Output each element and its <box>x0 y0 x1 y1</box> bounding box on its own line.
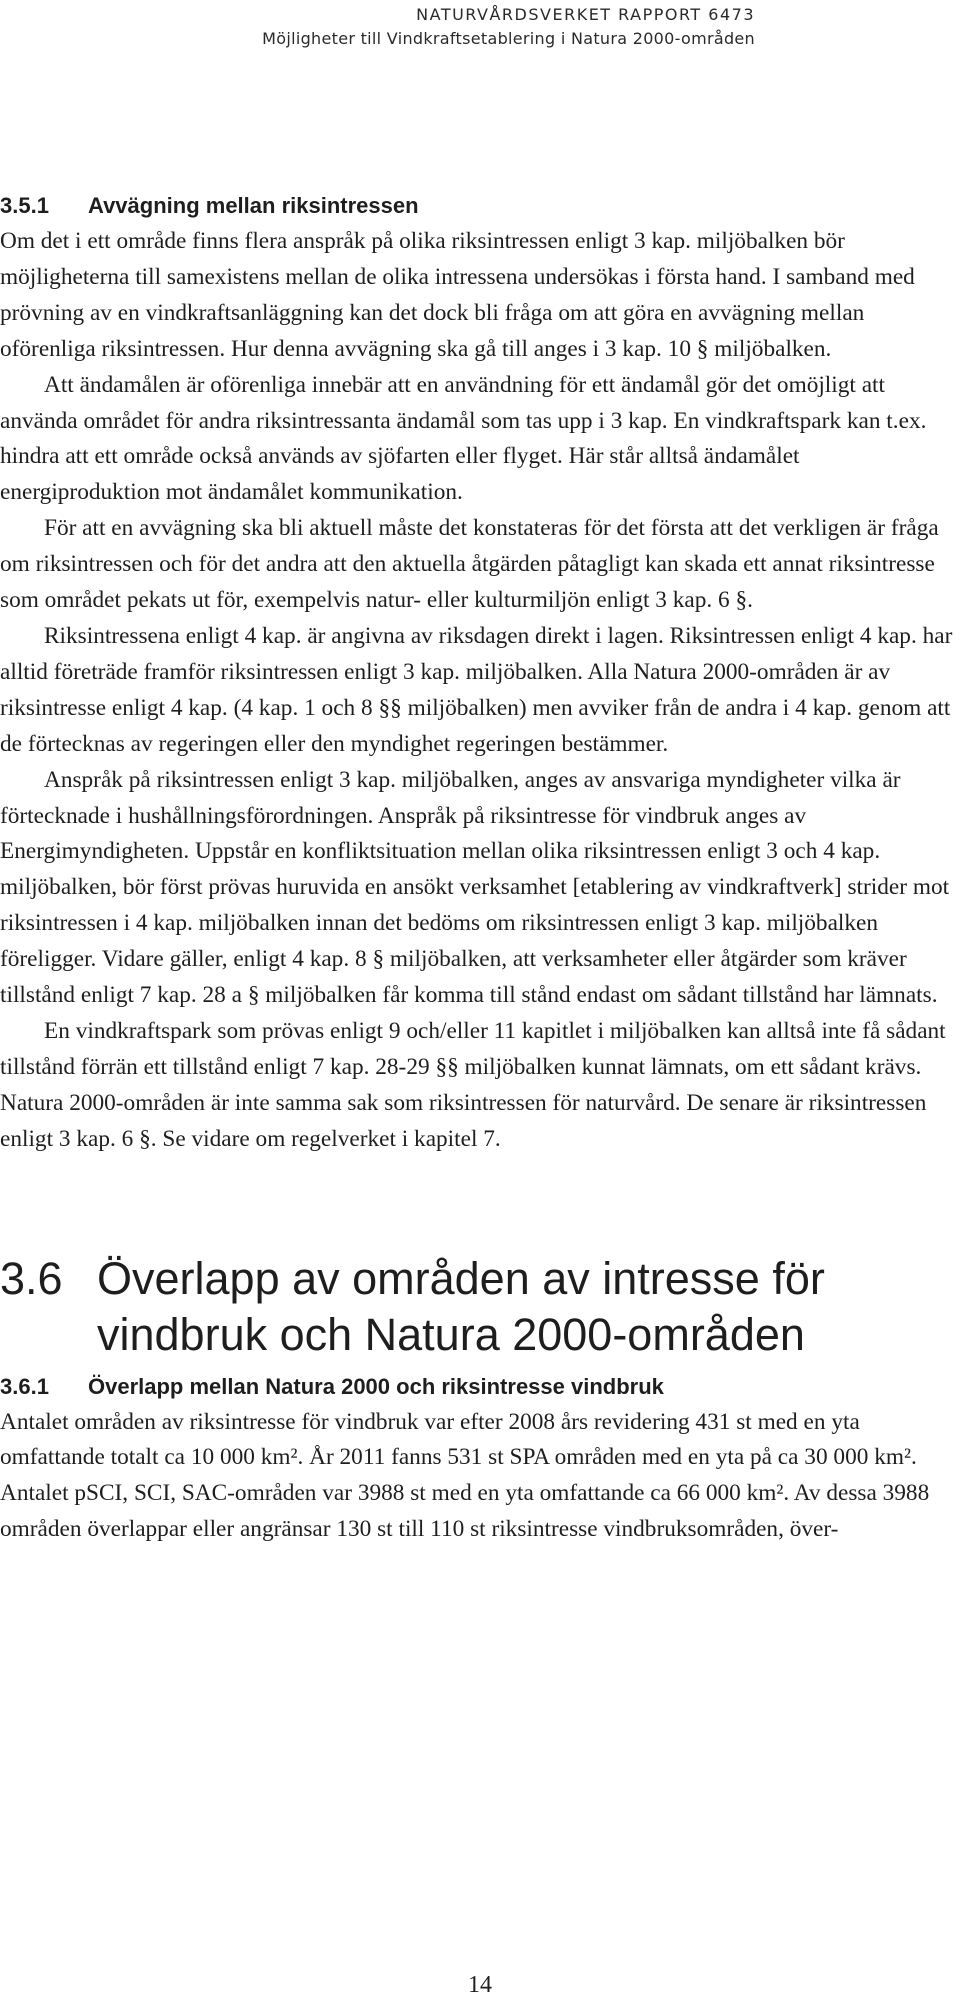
section-number: 3.6.1 <box>0 1373 49 1399</box>
section-number: 3.5.1 <box>0 193 49 218</box>
section-title-line-1: Överlapp av områden av intresse för <box>97 1252 825 1304</box>
section-title-line-2: vindbruk och Natura 2000-områden <box>97 1308 805 1360</box>
running-header <box>262 3 755 51</box>
paragraph: Anspråk på riksintressen enligt 3 kap. miljöbalken, anges av ansvariga myndigheter vilka är förtecknade i hushållningsförordningen. Anspråk på riksintresse för vindbruk anges av Energimyndigheten. Uppstår en konfliktsituation mellan olika riksintressen enligt 3 och 4 kap. miljöbalken, bör först prövas huruvida en ansökt verksamhet [etablering av vindkraftverk] strider mot riksintressen i 4 kap. miljöbalken innan det bedöms om riksintressen enligt 3 kap. miljöbalken föreligger. Vidare gäller, enligt 4 kap. 8 § miljöbalken, att verksamheter eller åtgärder som kräver tillstånd enligt 7 kap. 28 a § miljöbalken får komma till stånd endast om sådant tillstånd har lämnats. <box>0 766 950 1009</box>
paragraph: Att ändamålen är oförenliga innebär att en användning för ett ändamål gör det omöjligt att använda området för andra riksintressanta ändamål som tas upp i 3 kap. En vindkraftspark kan t.ex. hindra att ett område också används av sjöfarten eller flyget. Här står alltså ändamålet energiproduktion mot ändamålet kommunikation. <box>0 371 927 506</box>
section-heading-3-6 <box>0 1251 958 1363</box>
section-title: Avvägning mellan riksintressen <box>88 193 419 218</box>
section-number: 3.6 <box>0 1252 63 1304</box>
paragraph: För att en avvägning ska bli aktuell måste det konstateras för det första att det verkligen är fråga om riksintressen och för det andra att den aktuella åtgärden påtagligt kan skada ett annat riksintresse som området pekats ut för, exempelvis natur- eller kulturmiljön enligt 3 kap. 6 §. <box>0 515 939 614</box>
paragraph: Om det i ett område finns flera anspråk på olika riksintressen enligt 3 kap. miljöbalken bör möjligheterna till samexistens mellan de olika intressena undersökas i första hand. I samband med prövning av en vindkraftsanläggning kan det dock bli fråga om att göra en avvägning mellan oförenliga riksintressen. Hur denna avvägning ska gå till anges i 3 kap. 10 § miljöbalken. <box>0 228 915 362</box>
section-title: Överlapp mellan Natura 2000 och riksintresse vindbruk <box>88 1373 664 1399</box>
page-body <box>0 188 958 1548</box>
paragraph: Antalet områden av riksintresse för vindbruk var efter 2008 års revidering 431 st med en yta omfattande totalt ca 10 000 km². År 2011 fanns 531 st SPA områden med en yta på ca 30 000 km². Antalet pSCI, SCI, SAC-områden var 3988 st med en yta omfattande ca 66 000 km². Av dessa 3988 områden överlappar eller angränsar 130 st till 110 st riksintresse vindbruksområden, över- <box>0 1408 930 1543</box>
report-subtitle: Möjligheter till Vindkraftsetablering i Natura 2000-områden <box>262 29 755 48</box>
section-heading-3-6-1 <box>0 1369 958 1405</box>
section-heading-3-5-1 <box>0 188 958 224</box>
page-number: 14 <box>468 1972 492 1998</box>
paragraph: En vindkraftspark som prövas enligt 9 och/eller 11 kapitlet i miljöbalken kan alltså inte få sådant tillstånd förrän ett tillstånd enligt 7 kap. 28-29 §§ miljöbalken kunnat lämnats, om ett sådant krävs. Natura 2000-områden är inte samma sak som riksintressen för naturvård. De senare är riksintressen enligt 3 kap. 6 §. Se vidare om regelverket i kapitel 7. <box>0 1017 946 1152</box>
section-title <box>97 1251 825 1363</box>
report-name: NATURVÅRDSVERKET RAPPORT 6473 <box>416 5 755 24</box>
paragraph: Riksintressena enligt 4 kap. är angivna av riksdagen direkt i lagen. Riksintressen enligt 4 kap. har alltid företräde framför riksintressen enligt 3 kap. miljöbalken. Alla Natura 2000-områden är av riksintresse enligt 4 kap. (4 kap. 1 och 8 §§ miljöbalken) men avviker från de andra i 4 kap. genom att de förtecknas av regeringen eller den myndighet regeringen bestämmer. <box>0 622 953 757</box>
